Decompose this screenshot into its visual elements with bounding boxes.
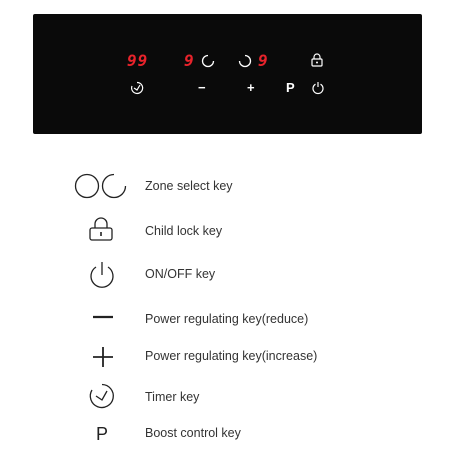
timer-icon [88,382,116,410]
boost-icon: P [96,424,109,444]
minus-key[interactable]: − [198,80,206,95]
left-zone-display: 9 [184,51,195,70]
legend-label-power: ON/OFF key [145,267,216,281]
legend-label-boost: Boost control key [145,426,241,440]
right-zone-display: 9 [258,51,269,70]
minus-icon [92,312,114,322]
child-lock-icon [88,217,114,241]
control-panel [33,14,422,134]
zone-select-icon [73,172,131,200]
legend-label-zone-select: Zone select key [145,179,233,193]
legend-label-child-lock: Child lock key [145,224,223,238]
timer-display: 99 [127,51,149,70]
legend-label-timer: Timer key [145,390,200,404]
power-icon [88,260,116,290]
legend-label-minus: Power regulating key(reduce) [145,312,309,326]
right-zone-select-icon[interactable] [238,54,252,68]
plus-key[interactable]: + [247,80,255,95]
boost-key[interactable]: P [286,80,295,95]
plus-icon [92,346,114,368]
power-key-icon[interactable] [311,81,325,95]
child-lock-key-icon[interactable] [311,53,323,67]
legend-label-plus: Power regulating key(increase) [145,349,318,363]
timer-key-icon[interactable] [130,81,144,95]
left-zone-select-icon[interactable] [201,54,215,68]
